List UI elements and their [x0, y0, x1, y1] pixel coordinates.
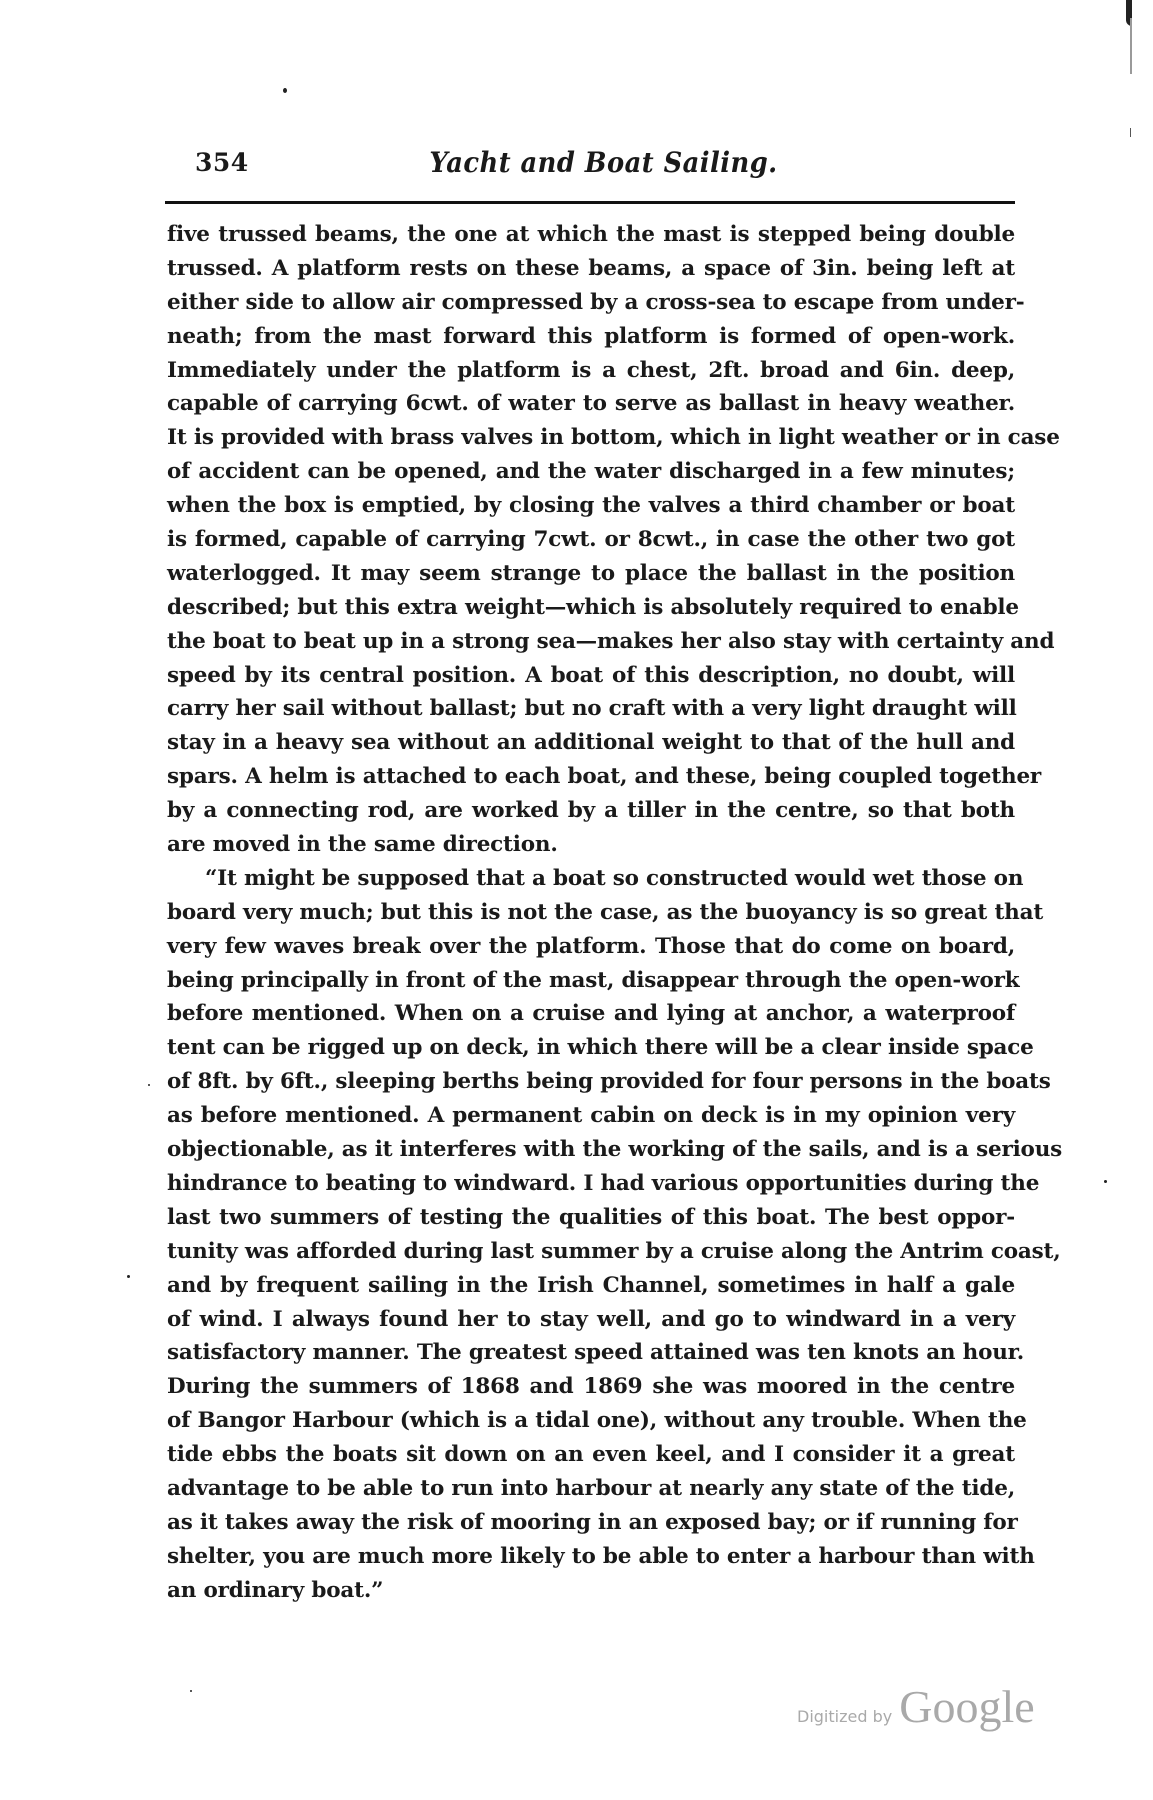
text-line: and by frequent sailing in the Irish Channel, sometimes in half a gale [167, 1272, 1015, 1298]
text-line: is formed, capable of carrying 7cwt. or 8cwt., in case the other two got [167, 527, 1015, 553]
text-line: by a connecting rod, are worked by a tiller in the centre, so that both [167, 798, 1015, 824]
scan-edge-tick [1130, 128, 1131, 137]
text-line: as before mentioned. A permanent cabin on deck is in my opinion very [167, 1103, 1015, 1129]
text-line: of Bangor Harbour (which is a tidal one), without any trouble. When the [167, 1408, 1027, 1434]
text-line: spars. A helm is attached to each boat, and these, being coupled together [167, 764, 1042, 790]
text-line: satisfactory manner. The greatest speed attained was ten knots an hour. [167, 1340, 1025, 1366]
text-line: the boat to beat up in a strong sea—makes her also stay with certainty and [167, 628, 1055, 654]
text-line: when the box is emptied, by closing the valves a third chamber or boat [167, 493, 1015, 519]
text-line: objectionable, as it interferes with the working of the sails, and is a serious [167, 1137, 1063, 1163]
text-line: of wind. I always found her to stay well, and go to windward in a very [167, 1306, 1015, 1332]
text-line: of 8ft. by 6ft., sleeping berths being provided for four persons in the boats [167, 1069, 1051, 1095]
text-line: being principally in front of the mast, disappear through the open-work [167, 967, 1020, 993]
text-line: waterlogged. It may seem strange to place the ballast in the position [167, 560, 1015, 586]
text-line: carry her sail without ballast; but no craft with a very light draught will [167, 696, 1017, 722]
header-rule [165, 201, 1015, 204]
body-text [167, 218, 1063, 1608]
text-line: board very much; but this is not the case, as the buoyancy is so great that [167, 899, 1044, 925]
scan-speck [1104, 1180, 1107, 1183]
scan-speck [283, 88, 287, 93]
text-line: tide ebbs the boats sit down on an even keel, and I consider it a great [167, 1442, 1015, 1468]
text-line: speed by its central position. A boat of this description, no doubt, will [167, 662, 1015, 688]
digitized-by-watermark [797, 1680, 1035, 1740]
paragraph-first-line: five trussed beams, the one at which the mast is stepped being double [167, 222, 1015, 247]
text-line: very few waves break over the platform. Those that do come on board, [167, 933, 1015, 959]
text-line: of accident can be opened, and the water discharged in a few minutes; [167, 459, 1015, 485]
text-line: either side to allow air compressed by a cross-sea to escape from under- [167, 289, 1025, 315]
google-logo: Google [899, 1681, 1035, 1732]
scan-edge-line [1130, 18, 1132, 74]
page-header [195, 140, 1012, 190]
text-line: During the summers of 1868 and 1869 she was moored in the centre [167, 1374, 1015, 1400]
text-line: stay in a heavy sea without an additional weight to that of the hull and [167, 730, 1015, 756]
page-number: 354 [195, 148, 249, 177]
text-line: tent can be rigged up on deck, in which there will be a clear inside space [167, 1035, 1034, 1061]
scan-speck [127, 1275, 130, 1278]
scan-speck [148, 1084, 150, 1086]
scan-speck [190, 1690, 192, 1692]
text-line: described; but this extra weight—which is absolutely required to enable [167, 594, 1019, 620]
text-line: an ordinary boat.” [167, 1577, 384, 1603]
text-line: Immediately under the platform is a chest, 2ft. broad and 6in. deep, [167, 357, 1015, 383]
text-line: hindrance to beating to windward. I had various opportunities during the [167, 1170, 1040, 1196]
paragraph-first-line: “It might be supposed that a boat so constructed would wet those on [205, 865, 1024, 891]
text-line: are moved in the same direction. [167, 832, 558, 858]
text-line: capable of carrying 6cwt. of water to serve as ballast in heavy weather. [167, 391, 1015, 417]
text-line: tunity was afforded during last summer by a cruise along the Antrim coast, [167, 1238, 1061, 1264]
text-line: before mentioned. When on a cruise and lying at anchor, a waterproof [167, 1001, 1015, 1027]
text-line: neath; from the mast forward this platform is formed of open-work. [167, 323, 1015, 349]
text-line: It is provided with brass valves in bottom, which in light weather or in case [167, 425, 1060, 451]
running-title: Yacht and Boat Sailing. [429, 146, 778, 179]
text-line: last two summers of testing the qualities of this boat. The best oppor- [167, 1204, 1015, 1230]
text-line: trussed. A platform rests on these beams, a space of 3in. being left at [167, 255, 1015, 281]
text-line: shelter, you are much more likely to be able to enter a harbour than with [167, 1543, 1035, 1569]
text-line: as it takes away the risk of mooring in an exposed bay; or if running for [167, 1509, 1018, 1535]
watermark-prefix: Digitized by [797, 1707, 893, 1726]
text-line: advantage to be able to run into harbour at nearly any state of the tide, [167, 1475, 1015, 1501]
